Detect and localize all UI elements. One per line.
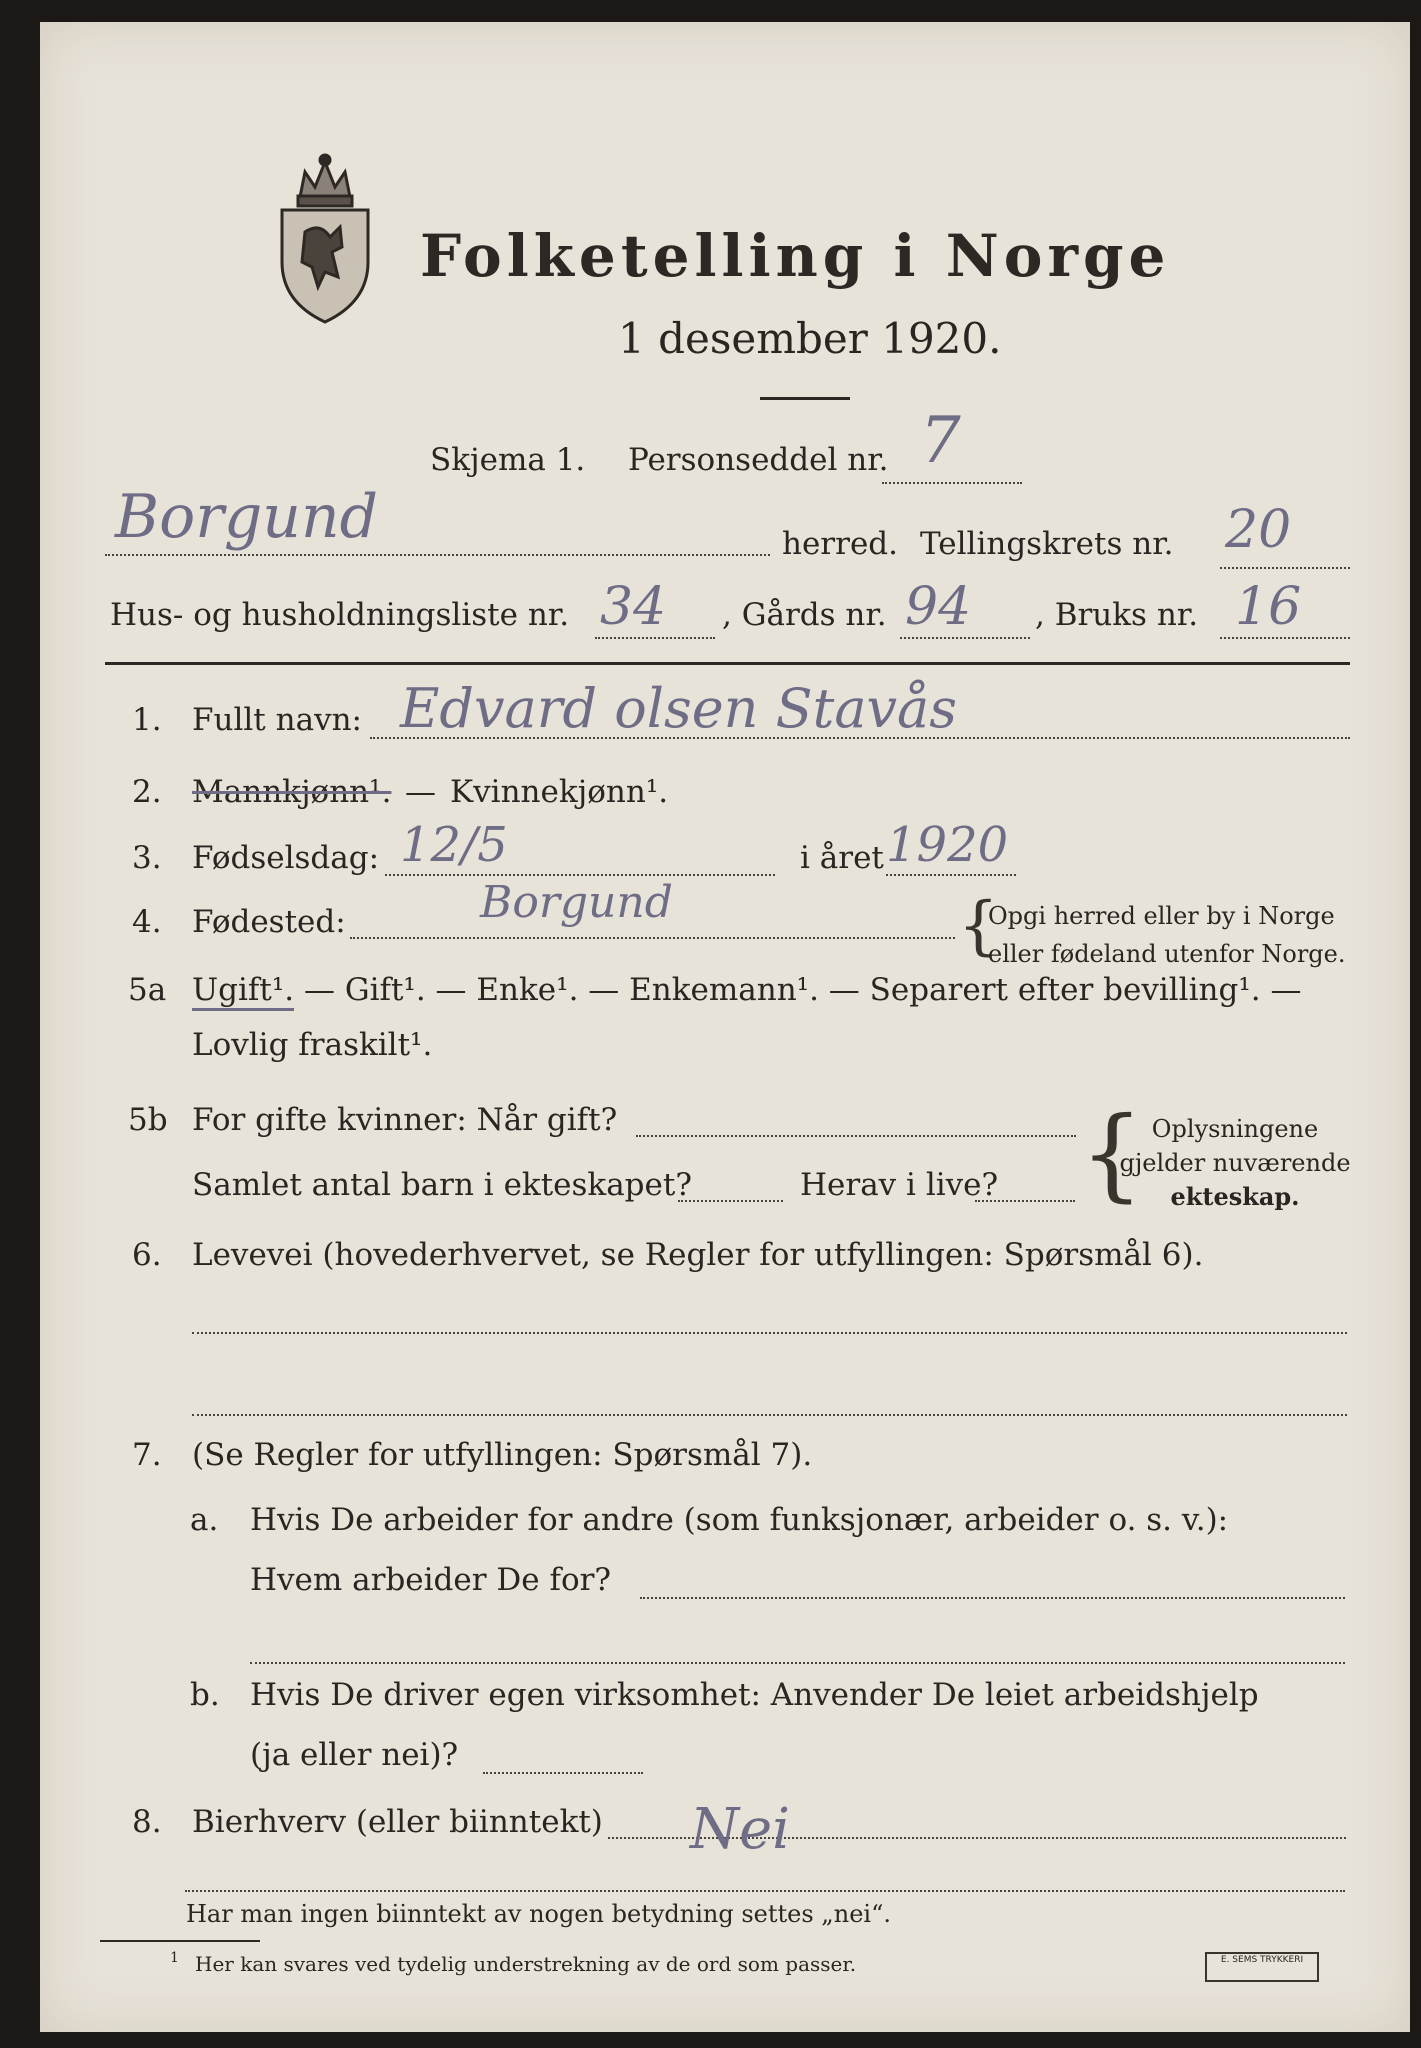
personseddel-label: Personseddel nr. [628, 442, 889, 478]
hus-value[interactable]: 34 [600, 577, 667, 637]
q7a-line1: Hvis De arbeider for andre (som funksjonær, arbeider o. s. v.): [250, 1502, 1229, 1538]
hired-help-line [483, 1772, 643, 1774]
birth-year-value[interactable]: 1920 [886, 817, 1009, 873]
q5a-number: 5a [128, 972, 167, 1008]
marital-options[interactable] [192, 972, 1301, 1008]
footnote-rule [100, 1940, 260, 1942]
census-date: 1 desember 1920. [618, 314, 1002, 363]
q7b-line1: Hvis De driver egen virksomhet: Anvender De leiet arbeidshjelp [250, 1677, 1259, 1713]
employer-line-1 [640, 1597, 1345, 1599]
female-option[interactable]: Kvinnekjønn¹. [450, 774, 669, 810]
skjema-label: Skjema 1. [430, 442, 586, 478]
year-label: i året [800, 840, 884, 876]
footnote-mark: 1 [170, 1950, 179, 1966]
personseddel-line [882, 482, 1022, 484]
occupation-line-1 [192, 1332, 1347, 1334]
divorced-option[interactable]: Lovlig fraskilt¹. [192, 1027, 433, 1063]
alive-line [975, 1200, 1075, 1202]
bruks-line [1220, 637, 1350, 639]
q2-separator: — [405, 774, 436, 810]
q4-number: 4. [132, 904, 162, 940]
gards-label: , Gårds nr. [722, 597, 887, 633]
herred-label: herred. [782, 526, 898, 562]
birthplace-value[interactable]: Borgund [480, 877, 673, 928]
full-name-value[interactable]: Edvard olsen Stavås [400, 677, 957, 740]
q5b-note-line2: gjelder nuværende [1119, 1149, 1351, 1177]
q7b-line2: (ja eller nei)? [250, 1737, 459, 1773]
hus-line [595, 637, 715, 639]
census-form [40, 22, 1410, 2032]
q1-number: 1. [132, 702, 162, 738]
q5b-note-line3: ekteskap. [1170, 1182, 1300, 1211]
hus-label: Hus- og husholdningsliste nr. [110, 597, 570, 633]
q1-label: Fullt navn: [192, 702, 362, 738]
personseddel-value[interactable]: 7 [920, 404, 961, 478]
year-line [886, 874, 1016, 876]
q8-number: 8. [132, 1804, 162, 1840]
q4-brace: { [958, 889, 999, 963]
q4-note-line2: eller fødeland utenfor Norge. [988, 940, 1346, 968]
tellingskrets-label: Tellingskrets nr. [920, 526, 1174, 562]
q7a-letter: a. [190, 1502, 219, 1538]
q4-note-line1: Opgi herred eller by i Norge [988, 902, 1335, 930]
q5b-line1: For gifte kvinner: Når gift? [192, 1102, 618, 1138]
title-divider [760, 397, 850, 400]
printer-mark: E. SEMS TRYKKERI [1205, 1952, 1319, 1982]
herred-line [105, 554, 770, 556]
q7a-line2: Hvem arbeider De for? [250, 1562, 612, 1598]
male-option[interactable]: Mannkjønn¹. [192, 774, 392, 810]
footnote-text: Her kan svares ved tydelig understrekning av de ord som passer. [195, 1952, 857, 1976]
when-married-line [636, 1135, 1076, 1137]
q2-number: 2. [132, 774, 162, 810]
q3-label: Fødselsdag: [192, 840, 380, 876]
q7-number: 7. [132, 1437, 162, 1473]
occupation-line-2 [192, 1414, 1347, 1416]
tellingskrets-line [1220, 567, 1350, 569]
q5b-note [1110, 1112, 1360, 1214]
norwegian-coat-of-arms-icon [270, 152, 380, 327]
q7-label: (Se Regler for utfyllingen: Spørsmål 7). [192, 1437, 813, 1473]
herred-value[interactable]: Borgund [115, 482, 378, 552]
header-rule [105, 662, 1350, 665]
nei-note: Har man ingen biinntekt av nogen betydning settes „nei“. [186, 1900, 891, 1928]
q6-label: Levevei (hovederhvervet, se Regler for utfyllingen: Spørsmål 6). [192, 1237, 1204, 1273]
other-marital-options[interactable]: — Gift¹. — Enke¹. — Enkemann¹. — Separert efter bevilling¹. — [294, 972, 1302, 1008]
q5b-alive-label: Herav i live? [800, 1167, 999, 1203]
q4-label: Fødested: [192, 904, 346, 940]
q5b-note-line1: Oplysningene [1151, 1115, 1319, 1143]
q6-number: 6. [132, 1237, 162, 1273]
birthday-value[interactable]: 12/5 [400, 817, 508, 873]
q7b-letter: b. [190, 1677, 220, 1713]
children-line [678, 1200, 783, 1202]
bruks-value[interactable]: 16 [1235, 577, 1302, 637]
q3-number: 3. [132, 840, 162, 876]
birthday-line [385, 874, 775, 876]
tellingskrets-value[interactable]: 20 [1225, 500, 1292, 560]
q5b-children-label: Samlet antal barn i ekteskapet? [192, 1167, 692, 1203]
bruks-label: , Bruks nr. [1035, 597, 1199, 633]
employer-line-2 [250, 1662, 1345, 1664]
gards-value[interactable]: 94 [905, 577, 972, 637]
q8-label: Bierhverv (eller biinntekt) [192, 1804, 603, 1840]
ugift-option[interactable]: Ugift¹. [192, 972, 294, 1011]
side-income-line-2 [185, 1890, 1345, 1892]
birthplace-line [350, 937, 955, 939]
side-income-value[interactable]: Nei [690, 1797, 791, 1862]
gards-line [900, 637, 1030, 639]
q5b-brace: { [1080, 1095, 1144, 1212]
q5b-number: 5b [128, 1102, 168, 1138]
form-title: Folketelling i Norge [420, 222, 1171, 290]
